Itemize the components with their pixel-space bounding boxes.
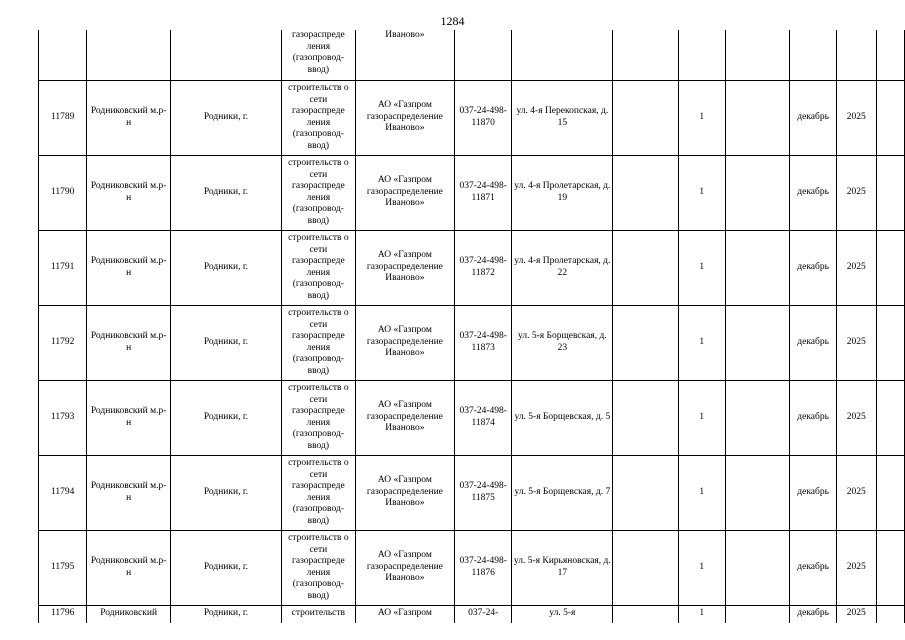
empty-cell [725, 80, 789, 155]
month-cell: декабрь [790, 80, 837, 155]
code-cell: 037-24-498-11872 [455, 230, 512, 305]
code-cell: 037-24-498-11875 [455, 455, 512, 530]
table-row [39, 530, 905, 605]
empty-cell [876, 380, 904, 455]
table-row [39, 80, 905, 155]
locality-cell: Родники, г. [170, 605, 281, 623]
quantity-cell: 1 [678, 80, 725, 155]
locality-cell: Родники, г. [170, 455, 281, 530]
page-number: 1284 [440, 14, 465, 28]
district-cell: Родниковский м.р-н [87, 455, 170, 530]
month-cell: декабрь [790, 530, 837, 605]
row-number-cell: 11796 [39, 605, 87, 623]
month-cell: декабрь [790, 605, 837, 623]
quantity-cell: 1 [678, 455, 725, 530]
month-cell: декабрь [790, 380, 837, 455]
address-cell: ул. 5-я Борщевская, д. 5 [512, 380, 613, 455]
table-row [39, 380, 905, 455]
year-cell: 2025 [836, 155, 876, 230]
locality-cell: Родники, г. [170, 380, 281, 455]
org-cell: АО «Газпром газораспределение Иваново» [355, 230, 454, 305]
code-cell: 037-24-498-11873 [455, 305, 512, 380]
code-cell: 037-24-498-11876 [455, 530, 512, 605]
org-cell: АО «Газпром газораспределение Иваново» [355, 380, 454, 455]
row-number-cell: 11790 [39, 155, 87, 230]
empty-cell [876, 230, 904, 305]
code-cell: 037-24- [455, 605, 512, 623]
year-cell: 2025 [836, 530, 876, 605]
table-row [39, 305, 905, 380]
org-cell: АО «Газпром газораспределение Иваново» [355, 155, 454, 230]
year-cell: 2025 [836, 455, 876, 530]
table-row [39, 605, 905, 623]
locality-cell: Родники, г. [170, 305, 281, 380]
district-cell: Родниковский м.р-н [87, 155, 170, 230]
quantity-cell: 1 [678, 230, 725, 305]
row-number-cell: 11794 [39, 455, 87, 530]
table-row-fragment [39, 30, 905, 80]
quantity-cell: 1 [678, 155, 725, 230]
empty-cell [613, 605, 678, 623]
purpose-cell: строительств о сети газораспреде ления (газопровод-ввод) [282, 155, 356, 230]
empty-cell [613, 155, 678, 230]
address-cell: ул. 4-я Пролетарская, д. 19 [512, 155, 613, 230]
code-cell: 037-24-498-11870 [455, 80, 512, 155]
empty-cell [613, 230, 678, 305]
purpose-cell: строительств [282, 605, 356, 623]
purpose-cell: строительств о сети газораспреде ления (газопровод-ввод) [282, 380, 356, 455]
table-row [39, 230, 905, 305]
address-cell: ул. 5-я [512, 605, 613, 623]
empty-cell [876, 605, 904, 623]
empty-cell [613, 305, 678, 380]
empty-cell [725, 455, 789, 530]
org-cell: АО «Газпром газораспределение Иваново» [355, 530, 454, 605]
year-cell: 2025 [836, 605, 876, 623]
purpose-cell: строительств о сети газораспреде ления (газопровод-ввод) [282, 455, 356, 530]
district-cell: Родниковский м.р-н [87, 80, 170, 155]
code-cell: 037-24-498-11871 [455, 155, 512, 230]
month-cell: декабрь [790, 305, 837, 380]
empty-cell [876, 80, 904, 155]
purpose-cell: строительств о сети газораспреде ления (газопровод-ввод) [282, 530, 356, 605]
org-cell: Иваново» [355, 30, 454, 80]
empty-cell [725, 230, 789, 305]
row-number-cell: 11791 [39, 230, 87, 305]
locality-cell: Родники, г. [170, 230, 281, 305]
month-cell: декабрь [790, 155, 837, 230]
address-cell: ул. 4-я Перекопская, д. 15 [512, 80, 613, 155]
row-number-cell: 11789 [39, 80, 87, 155]
district-cell: Родниковский [87, 605, 170, 623]
quantity-cell: 1 [678, 380, 725, 455]
table-row [39, 455, 905, 530]
district-cell: Родниковский м.р-н [87, 530, 170, 605]
quantity-cell: 1 [678, 605, 725, 623]
district-cell: Родниковский м.р-н [87, 380, 170, 455]
empty-cell [725, 380, 789, 455]
empty-cell [876, 155, 904, 230]
row-number-cell: 11793 [39, 380, 87, 455]
empty-cell [876, 455, 904, 530]
empty-cell [613, 455, 678, 530]
locality-cell: Родники, г. [170, 80, 281, 155]
purpose-cell: строительств о сети газораспреде ления (газопровод-ввод) [282, 80, 356, 155]
empty-cell [876, 305, 904, 380]
empty-cell [613, 80, 678, 155]
year-cell: 2025 [836, 80, 876, 155]
code-cell: 037-24-498-11874 [455, 380, 512, 455]
empty-cell [725, 605, 789, 623]
org-cell: АО «Газпром газораспределение Иваново» [355, 455, 454, 530]
empty-cell [613, 380, 678, 455]
locality-cell: Родники, г. [170, 530, 281, 605]
address-cell: ул. 5-я Борщевская, д. 23 [512, 305, 613, 380]
address-cell: ул. 5-я Кирьяновская, д. 17 [512, 530, 613, 605]
year-cell: 2025 [836, 380, 876, 455]
row-number-cell: 11792 [39, 305, 87, 380]
purpose-cell: газораспреде ления (газопровод-ввод) [282, 30, 356, 80]
address-cell: ул. 4-я Пролетарская, д. 22 [512, 230, 613, 305]
empty-cell [725, 155, 789, 230]
month-cell: декабрь [790, 230, 837, 305]
locality-cell: Родники, г. [170, 155, 281, 230]
org-cell: АО «Газпром газораспределение Иваново» [355, 305, 454, 380]
empty-cell [725, 305, 789, 380]
month-cell: декабрь [790, 455, 837, 530]
org-cell: АО «Газпром газораспределение Иваново» [355, 80, 454, 155]
purpose-cell: строительств о сети газораспреде ления (газопровод-ввод) [282, 305, 356, 380]
quantity-cell: 1 [678, 305, 725, 380]
empty-cell [725, 530, 789, 605]
address-cell: ул. 5-я Борщевская, д. 7 [512, 455, 613, 530]
year-cell: 2025 [836, 305, 876, 380]
year-cell: 2025 [836, 230, 876, 305]
table-row [39, 155, 905, 230]
empty-cell [613, 530, 678, 605]
quantity-cell: 1 [678, 530, 725, 605]
district-cell: Родниковский м.р-н [87, 305, 170, 380]
empty-cell [876, 530, 904, 605]
purpose-cell: строительств о сети газораспреде ления (газопровод-ввод) [282, 230, 356, 305]
org-cell: АО «Газпром [355, 605, 454, 623]
district-cell: Родниковский м.р-н [87, 230, 170, 305]
data-table [38, 30, 905, 623]
row-number-cell: 11795 [39, 530, 87, 605]
